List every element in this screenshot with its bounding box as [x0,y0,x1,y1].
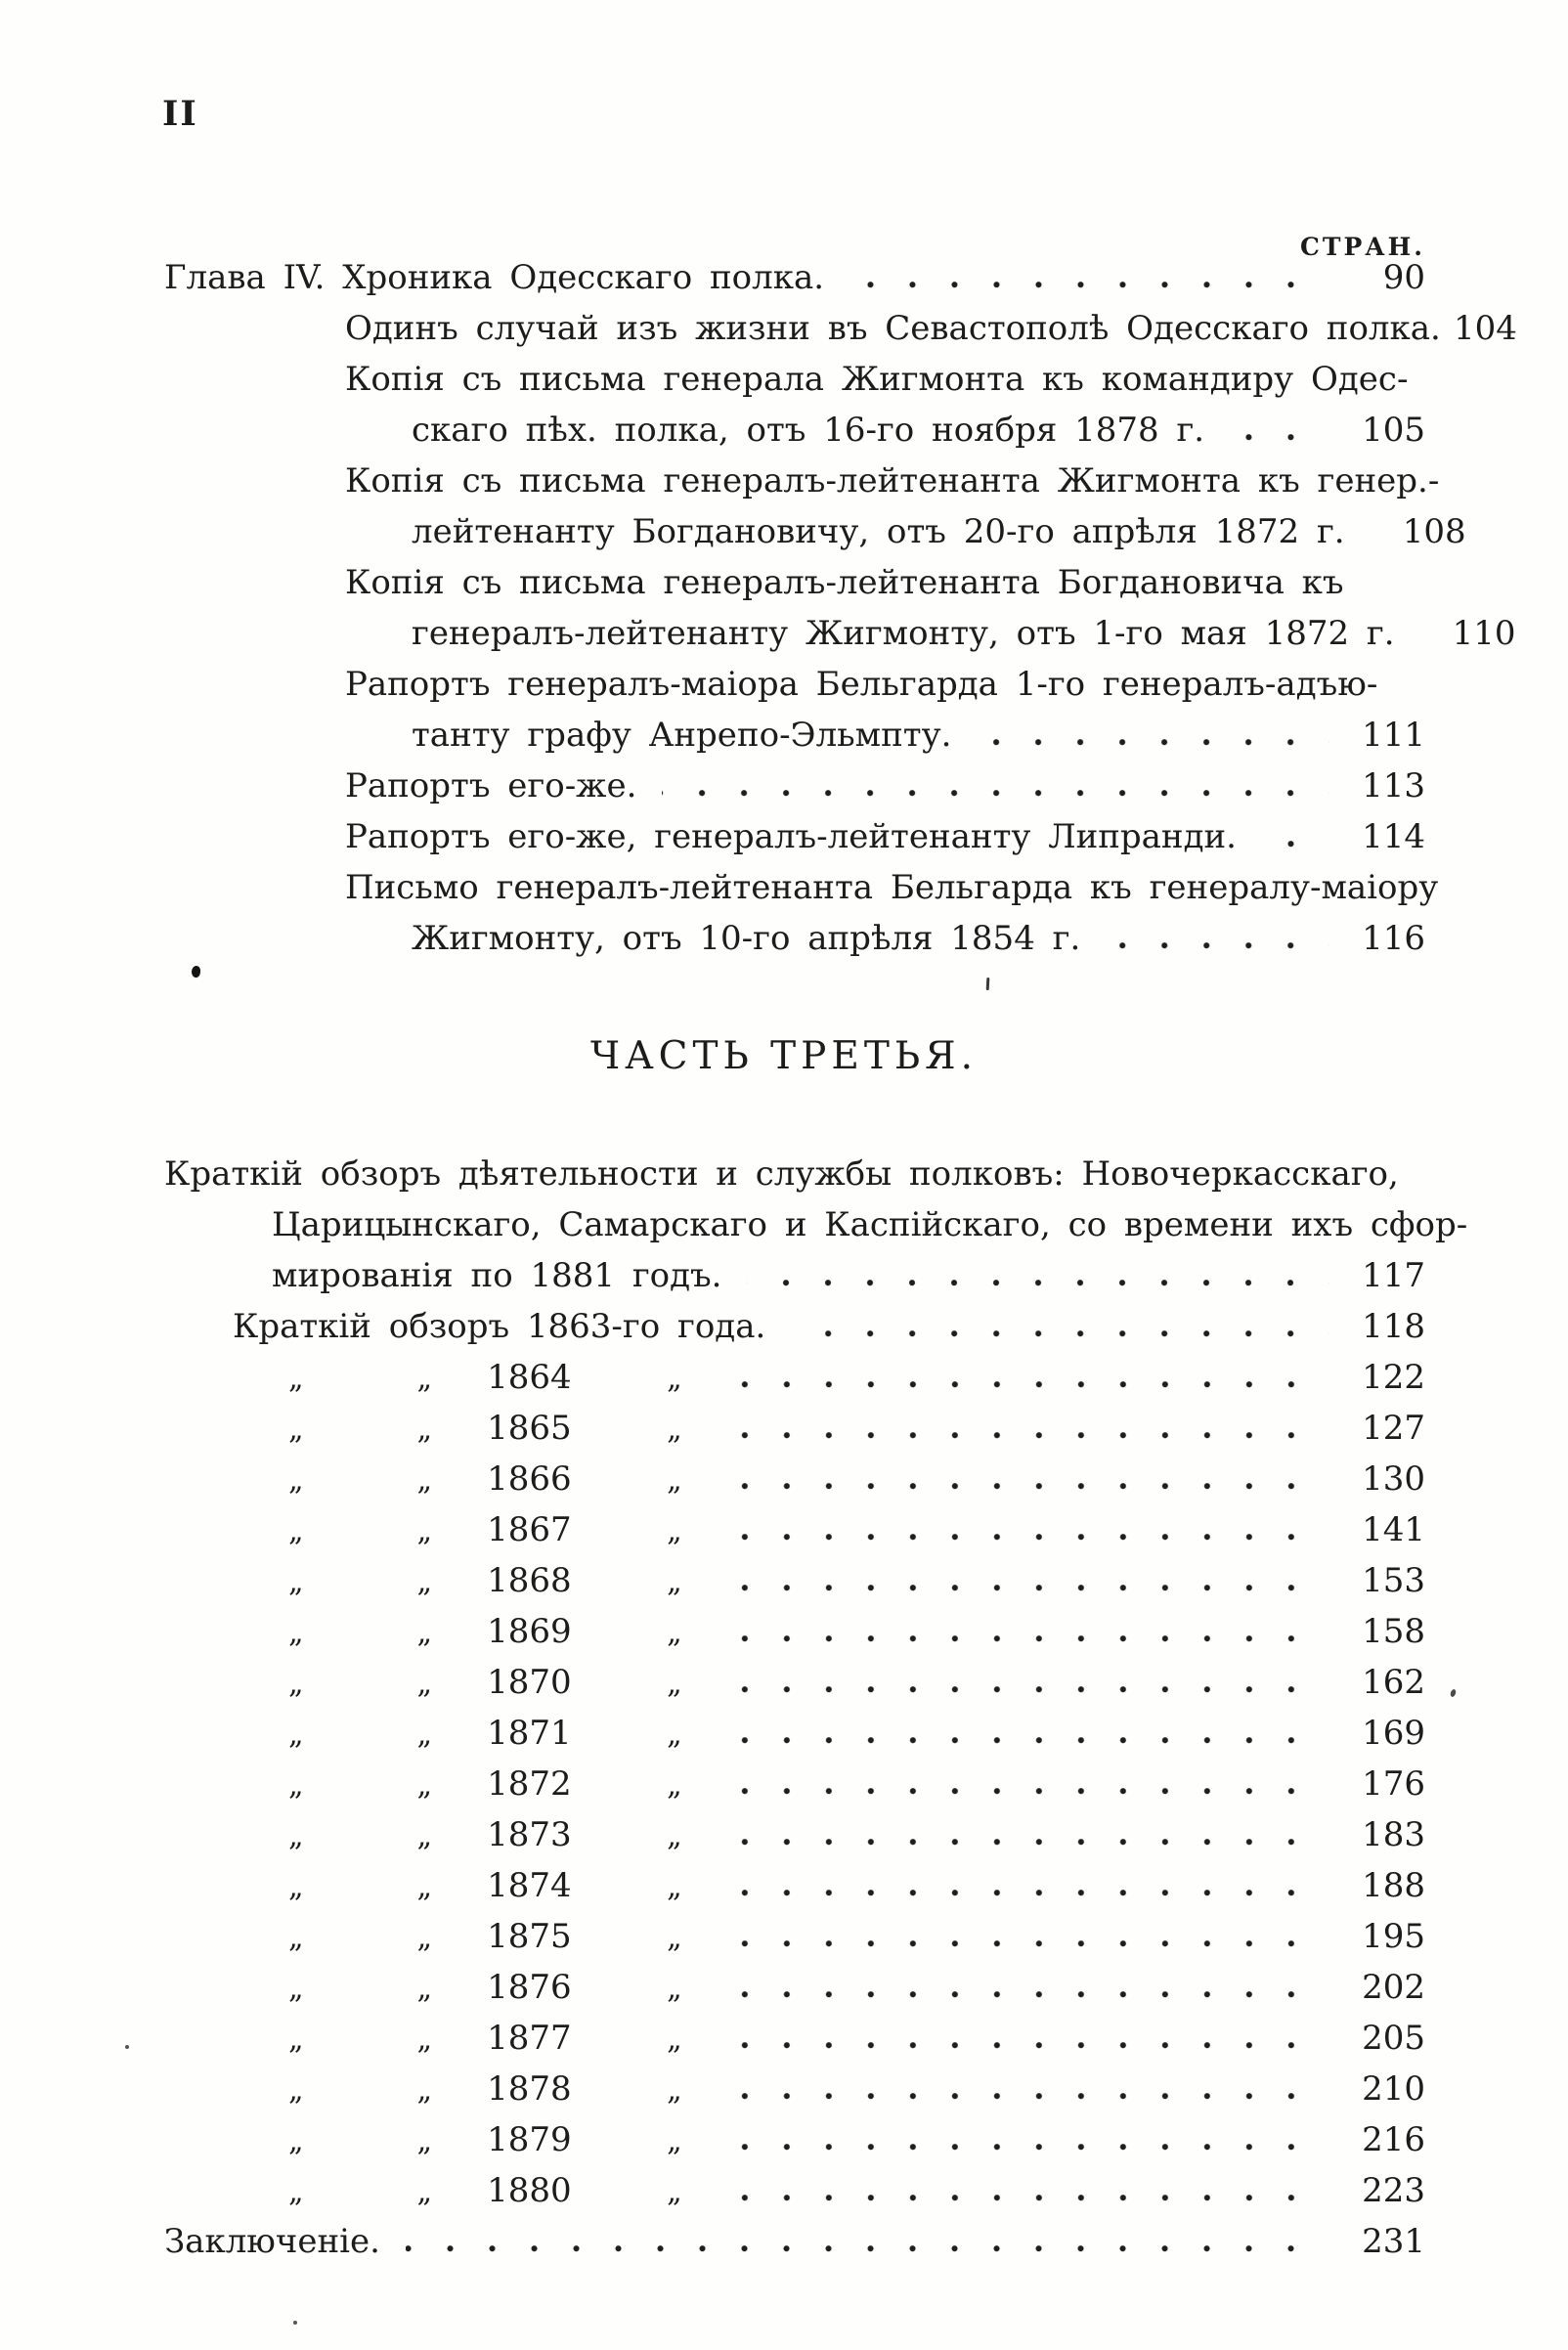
page-number: 183 [1362,1815,1425,1854]
ink-tick-mark [986,978,990,990]
toc-line [0,868,1568,919]
page-number: 195 [1362,1917,1425,1956]
scan-speck [125,2045,129,2049]
toc-year-line [0,2019,1568,2069]
dot-leader [739,1991,1329,1998]
year-label: 1869 [487,1612,572,1651]
toc-year-line [0,1663,1568,1714]
dot-leader [1230,434,1329,441]
toc-year-line [0,1409,1568,1459]
toc-part1-list [0,258,1568,970]
page-number: 108 [1402,512,1466,551]
toc-line [0,258,1568,309]
toc-line [0,512,1568,563]
ditto-mark: „ [667,1870,682,1904]
toc-year-line [0,1764,1568,1815]
toc-line [0,614,1568,665]
year-label: 1871 [487,1714,572,1753]
dot-leader [747,1280,1329,1286]
page-number: 162 [1362,1663,1425,1702]
dot-leader [739,1788,1329,1795]
toc-entry-text: скаго пѣх. полка, отъ 16-го ноября 1878 г. [412,411,1205,450]
toc-line [0,563,1568,614]
ditto-mark: „ [667,1718,682,1752]
toc-entry-text: лейтенанту Богдановичу, отъ 20-го апрѣля 1872 г. [412,512,1345,551]
page-number: 205 [1362,2019,1425,2058]
ditto-mark: „ [288,1972,304,2006]
ditto-mark: „ [416,1616,433,1650]
page-number: 117 [1362,1256,1425,1295]
toc-year-line [0,2120,1568,2171]
dot-leader [739,1890,1329,1896]
toc-entry-text: Рапортъ генералъ-маіора Бельгарда 1-го генералъ-адъю- [345,665,1378,704]
toc-line [0,2222,1568,2273]
page-number: 231 [1362,2222,1425,2261]
year-label: 1867 [487,1510,572,1549]
ditto-mark: „ [288,1463,304,1498]
toc-line [0,1205,1568,1256]
year-label: 1865 [487,1409,572,1448]
ditto-mark: „ [416,2175,433,2209]
ditto-mark: „ [288,1514,304,1548]
ditto-mark: „ [288,2124,304,2158]
toc-year-line [0,2171,1568,2222]
section-heading: ЧАСТЬ ТРЕТЬЯ. [589,1034,979,1078]
ditto-mark: „ [667,1819,682,1853]
ditto-mark: „ [667,2124,682,2158]
toc-year-line [0,1561,1568,1612]
ditto-mark: „ [667,1463,682,1498]
page-number: 176 [1362,1764,1425,1804]
dot-leader [1106,942,1329,949]
toc-line [0,919,1568,970]
ditto-mark: „ [416,1819,433,1853]
toc-line [0,766,1568,817]
toc-year-line [0,1612,1568,1663]
dot-leader [739,1940,1329,1947]
page-number: 127 [1362,1409,1425,1448]
toc-line [0,817,1568,868]
toc-line [0,360,1568,411]
ditto-mark: „ [288,1413,304,1447]
dot-leader [662,790,1329,797]
toc-year-line [0,1510,1568,1561]
dot-leader [791,1330,1329,1337]
page-number: 158 [1362,1612,1425,1651]
ditto-mark: „ [416,1768,433,1803]
ditto-mark: „ [667,1768,682,1803]
page-number: 141 [1362,1510,1425,1549]
toc-line [0,1154,1568,1205]
year-label: 1870 [487,1663,572,1702]
ditto-mark: „ [416,1362,433,1396]
page-number: 223 [1362,2171,1425,2210]
dot-leader [739,1737,1329,1744]
page-number: 202 [1362,1968,1425,2007]
ditto-mark: „ [288,1616,304,1650]
ditto-mark: „ [416,1921,433,1955]
ditto-mark: „ [288,1718,304,1752]
ditto-mark: „ [288,1667,304,1701]
ditto-mark: „ [667,1616,682,1650]
ditto-mark: „ [288,1921,304,1955]
page-number: 90 [1382,258,1425,297]
ditto-mark: „ [288,1362,304,1396]
ditto-mark: „ [288,1819,304,1853]
year-label: 1873 [487,1815,572,1854]
dot-leader [739,2042,1329,2049]
toc-entry-text: Рапортъ его-же, генералъ-лейтенанту Липранди. [345,817,1237,856]
toc-year-line [0,1866,1568,1917]
toc-entry-text: Глава IV. Хроника Одесскаго полка. [164,258,825,297]
ditto-mark: „ [667,1667,682,1701]
year-label: 1875 [487,1917,572,1956]
ditto-mark: „ [667,1514,682,1548]
ditto-mark: „ [667,2073,682,2108]
toc-year-line [0,1459,1568,1510]
toc-year-line [0,1815,1568,1866]
dot-leader [739,1686,1329,1693]
page-number: 153 [1362,1561,1425,1600]
ditto-mark: „ [416,1413,433,1447]
toc-line [0,309,1568,360]
toc-part2-list [0,1154,1568,2273]
toc-entry-text: Письмо генералъ-лейтенанта Бельгарда къ генералу-маіору [345,868,1439,907]
dot-leader [739,1585,1329,1591]
year-label: 1872 [487,1764,572,1804]
page-number: 122 [1362,1358,1425,1397]
toc-line [0,665,1568,716]
toc-entry-text: Копія съ письма генералъ-лейтенанта Жигмонта къ генер.- [345,461,1440,500]
page-number: 104 [1453,309,1517,348]
toc-entry-text: Одинъ случай изъ жизни въ Севастополѣ Одесскаго полка. [345,309,1441,348]
toc-year-line [0,1968,1568,2019]
ditto-mark: „ [416,2023,433,2057]
page-number: 188 [1362,1866,1425,1905]
year-label: 1866 [487,1459,572,1499]
dot-leader [977,739,1329,746]
ditto-mark: „ [416,2073,433,2108]
ditto-mark: „ [416,1718,433,1752]
ditto-mark: „ [667,1565,682,1599]
ditto-mark: „ [288,2023,304,2057]
toc-entry-text: мированія по 1881 годъ. [272,1256,722,1295]
ditto-mark: „ [288,1768,304,1803]
ditto-mark: „ [667,1362,682,1396]
page-number: 116 [1362,919,1425,958]
year-label: 1878 [487,2069,572,2109]
toc-entry-text: Краткій обзоръ 1863-го года. [233,1307,766,1346]
dot-leader [739,1635,1329,1642]
toc-year-line [0,1358,1568,1409]
toc-year-line [0,2069,1568,2120]
toc-line [0,716,1568,766]
year-label: 1876 [487,1968,572,2007]
ditto-mark: „ [416,1514,433,1548]
page-number: 105 [1362,411,1425,450]
ditto-mark: „ [288,1870,304,1904]
ditto-mark: „ [667,1921,682,1955]
year-label: 1874 [487,1866,572,1905]
page-number: 216 [1362,2120,1425,2159]
ditto-mark: „ [288,1565,304,1599]
toc-year-line [0,1917,1568,1968]
ditto-mark: „ [416,2124,433,2158]
toc-line [0,1307,1568,1358]
dot-leader [739,1381,1329,1388]
page-number: 130 [1362,1459,1425,1499]
ditto-mark: „ [416,1972,433,2006]
toc-entry-text: танту графу Анрепо-Эльмпту. [412,716,952,755]
ditto-mark: „ [416,1667,433,1701]
dot-leader [406,2245,1329,2252]
dot-leader [739,2195,1329,2201]
year-label: 1864 [487,1358,572,1397]
toc-year-line [0,1714,1568,1764]
page-number: 210 [1362,2069,1425,2109]
page-number: 110 [1452,614,1516,653]
dot-leader [849,282,1329,288]
dot-leader [739,1839,1329,1846]
ink-dot-mark [191,965,201,978]
ditto-mark: „ [288,2073,304,2108]
dot-leader [1262,841,1329,848]
page-number: 118 [1362,1307,1425,1346]
toc-line [0,1256,1568,1307]
toc-entry-text: Копія съ письма генералъ-лейтенанта Богдановича къ [345,563,1344,602]
ditto-mark: „ [416,1870,433,1904]
year-label: 1868 [487,1561,572,1600]
scan-speck [293,2321,297,2325]
page-column-header: СТРАН. [1300,233,1425,261]
page-number: 113 [1362,766,1425,805]
toc-entry-text: Краткій обзоръ дѣятельности и службы полковъ: Новочеркасскаго, [164,1154,1399,1194]
toc-entry-text: Жигмонту, отъ 10-го апрѣля 1854 г. [412,919,1081,958]
ditto-mark: „ [667,1413,682,1447]
dot-leader [739,1483,1329,1490]
toc-line [0,461,1568,512]
toc-entry-text: Царицынскаго, Самарскаго и Каспійскаго, со времени ихъ сфор- [272,1205,1468,1244]
year-label: 1879 [487,2120,572,2159]
page-number: 169 [1362,1714,1425,1753]
toc-entry-text: Рапортъ его-же. [345,766,637,805]
folio-page-number: II [162,94,198,134]
ditto-mark: „ [667,2175,682,2209]
toc-entry-text: генералъ-лейтенанту Жигмонту, отъ 1-го мая 1872 г. [412,614,1395,653]
toc-line [0,411,1568,461]
toc-entry-text: Заключеніе. [164,2222,380,2261]
ditto-mark: „ [288,2175,304,2209]
ditto-mark: „ [416,1565,433,1599]
dot-leader [739,2093,1329,2100]
dot-leader [739,2144,1329,2151]
page-number: 111 [1362,716,1425,755]
year-label: 1877 [487,2019,572,2058]
ditto-mark: „ [667,1972,682,2006]
ditto-mark: „ [416,1463,433,1498]
dot-leader [739,1432,1329,1439]
ditto-mark: „ [667,2023,682,2057]
toc-entry-text: Копія съ письма генерала Жигмонта къ командиру Одес- [345,360,1409,399]
year-label: 1880 [487,2171,572,2210]
dot-leader [739,1534,1329,1541]
page-number: 114 [1362,817,1425,856]
